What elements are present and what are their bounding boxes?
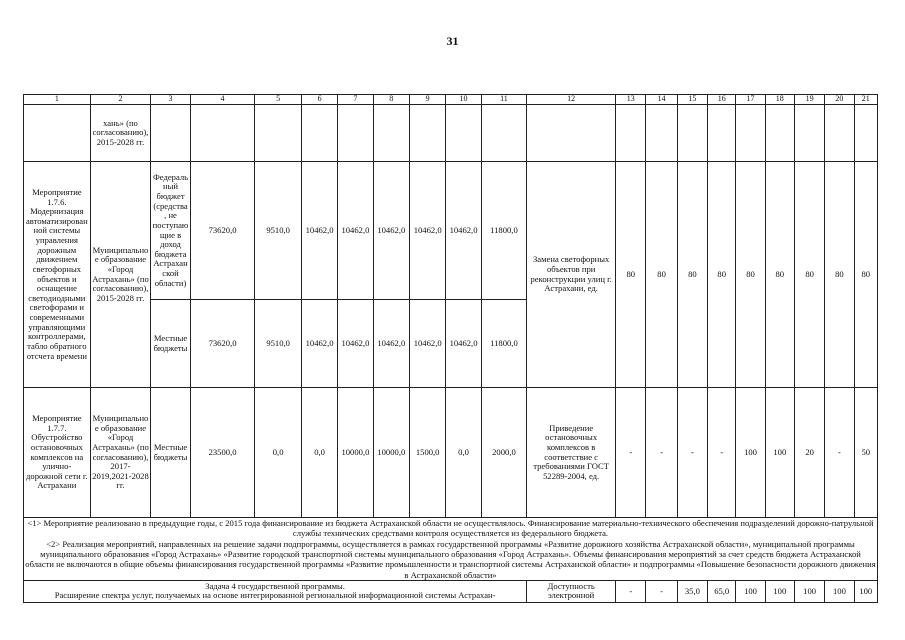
- value-cell: 23500,0: [190, 388, 255, 518]
- target-cell: 100: [794, 580, 824, 602]
- col-num: 11: [481, 95, 526, 105]
- value-cell: 10000,0: [338, 388, 373, 518]
- col-num: 7: [338, 95, 373, 105]
- column-number-row: [24, 95, 878, 105]
- col-num: 4: [190, 95, 255, 105]
- value-cell: 10462,0: [446, 162, 481, 300]
- footnote-1: <1> Мероприятие реализовано в предыдущие годы, с 2015 года финансирование из бюджета Астраханской области не осуществлялось. Финансирование материально-технического обеспечения подразделений дорожно-патрульной службы технических средствами контроля осуществляется из федерального бюджета.: [27, 518, 874, 539]
- target-cell: 80: [708, 162, 736, 388]
- program-table: [23, 94, 878, 603]
- value-cell: 10462,0: [338, 300, 373, 388]
- target-cell: 50: [854, 388, 877, 518]
- indicator-cell: Приведение остановочных комплексов в соответствие с требованиями ГОСТ 52289-2004, ед.: [527, 388, 616, 518]
- value-cell: 10462,0: [338, 162, 373, 300]
- target-cell: 100: [736, 388, 765, 518]
- target-cell: 100: [765, 388, 794, 518]
- col-num: 3: [151, 95, 190, 105]
- target-cell: 100: [736, 580, 765, 602]
- task-title: Задача 4 государственной программы.: [205, 580, 345, 591]
- notes-row: [24, 518, 878, 581]
- table-row: [24, 388, 878, 518]
- measure-name: Мероприятие 1.7.6. Модернизация автоматизированной системы управления дорожным движением светофорных объектов и оснащение светодиодными светофорами и современными управляющими контроллерами, табло обратного отсчета времени: [24, 162, 91, 388]
- col-num: 8: [373, 95, 409, 105]
- value-cell: 10462,0: [373, 300, 409, 388]
- value-cell: 73620,0: [190, 300, 255, 388]
- col-num: 17: [736, 95, 765, 105]
- value-cell: 0,0: [255, 388, 301, 518]
- target-cell: 80: [854, 162, 877, 388]
- value-cell: 0,0: [446, 388, 481, 518]
- target-cell: 80: [616, 162, 646, 388]
- executor-cell: хань» (по согласованию), 2015-2028 гг.: [90, 105, 151, 162]
- value-cell: 11800,0: [481, 300, 526, 388]
- value-cell: 10462,0: [409, 162, 445, 300]
- target-cell: -: [825, 388, 854, 518]
- value-cell: 0,0: [301, 388, 337, 518]
- col-num: 19: [794, 95, 824, 105]
- value-cell: 10462,0: [373, 162, 409, 300]
- value-cell: 9510,0: [255, 300, 301, 388]
- col-num: 5: [255, 95, 301, 105]
- col-num: 16: [708, 95, 736, 105]
- target-cell: -: [677, 388, 707, 518]
- value-cell: 73620,0: [190, 162, 255, 300]
- funding-source: Местные бюджеты: [151, 300, 190, 388]
- indicator-cell: Доступность электронной: [527, 580, 616, 602]
- col-num: 6: [301, 95, 337, 105]
- target-cell: -: [616, 580, 646, 602]
- value-cell: 10462,0: [446, 300, 481, 388]
- col-num: 10: [446, 95, 481, 105]
- table-row: [24, 162, 878, 300]
- value-cell: 1500,0: [409, 388, 445, 518]
- target-cell: 65,0: [708, 580, 736, 602]
- value-cell: 9510,0: [255, 162, 301, 300]
- continuation-row: [24, 105, 878, 162]
- target-cell: 80: [794, 162, 824, 388]
- col-num: 1: [24, 95, 91, 105]
- funding-source: Федеральный бюджет (средства, не поступающие в доход бюджета Астраханской области): [151, 162, 190, 300]
- target-cell: 80: [646, 162, 677, 388]
- col-num: 15: [677, 95, 707, 105]
- col-num: 20: [825, 95, 854, 105]
- target-cell: 80: [825, 162, 854, 388]
- target-cell: 100: [854, 580, 877, 602]
- target-cell: -: [616, 388, 646, 518]
- funding-source: Местные бюджеты: [151, 388, 190, 518]
- target-cell: 100: [765, 580, 794, 602]
- value-cell: 10000,0: [373, 388, 409, 518]
- executor-cell: Муниципальное образование «Город Астрахань» (по согласованию), 2017-2019,2021-2028 гг.: [90, 388, 151, 518]
- value-cell: 11800,0: [481, 162, 526, 300]
- col-num: 21: [854, 95, 877, 105]
- target-cell: 80: [677, 162, 707, 388]
- measure-name: Мероприятие 1.7.7. Обустройство остановочных комплексов на улично-дорожной сети г. Астрахани: [24, 388, 91, 518]
- value-cell: 10462,0: [409, 300, 445, 388]
- target-cell: -: [646, 580, 677, 602]
- target-cell: 100: [825, 580, 854, 602]
- task-subtitle: Расширение спектра услуг, получаемых на основе интегрированной региональной информационной системы Астрахан-: [54, 590, 496, 601]
- target-cell: 35,0: [677, 580, 707, 602]
- target-cell: 80: [765, 162, 794, 388]
- page-number: 31: [446, 34, 459, 48]
- target-cell: -: [708, 388, 736, 518]
- executor-cell: Муниципальное образование «Город Астрахань» (по согласованию), 2015-2028 гг.: [90, 162, 151, 388]
- col-num: 14: [646, 95, 677, 105]
- col-num: 9: [409, 95, 445, 105]
- col-num: 2: [90, 95, 151, 105]
- footnote-2: <2> Реализация мероприятий, направленных на решение задачи подпрограммы, осуществляется в рамках государственной программы «Развитие дорожного хозяйства Астраханской области», муниципальной программы муниципального образования «Город Астрахань» «Развитие городской транспортной системы муниципального образования «Город Астрахань». Объемы финансирования мероприятий за счет средств бюджета Астраханской области не включаются в общие объемы финансирования государственной программы «Развитие промышленности и транспортной системы Астраханской области» и подпрограммы «Повышение безопасности дорожного движения в Астраханской области»: [25, 538, 876, 580]
- target-cell: -: [646, 388, 677, 518]
- col-num: 18: [765, 95, 794, 105]
- value-cell: 2000,0: [481, 388, 526, 518]
- indicator-cell: Замена светофорных объектов при реконструкции улиц г. Астрахани, ед.: [527, 162, 616, 388]
- target-cell: 80: [736, 162, 765, 388]
- task-row: [24, 580, 878, 602]
- target-cell: 20: [794, 388, 824, 518]
- col-num: 12: [527, 95, 616, 105]
- value-cell: 10462,0: [301, 162, 337, 300]
- value-cell: 10462,0: [301, 300, 337, 388]
- col-num: 13: [616, 95, 646, 105]
